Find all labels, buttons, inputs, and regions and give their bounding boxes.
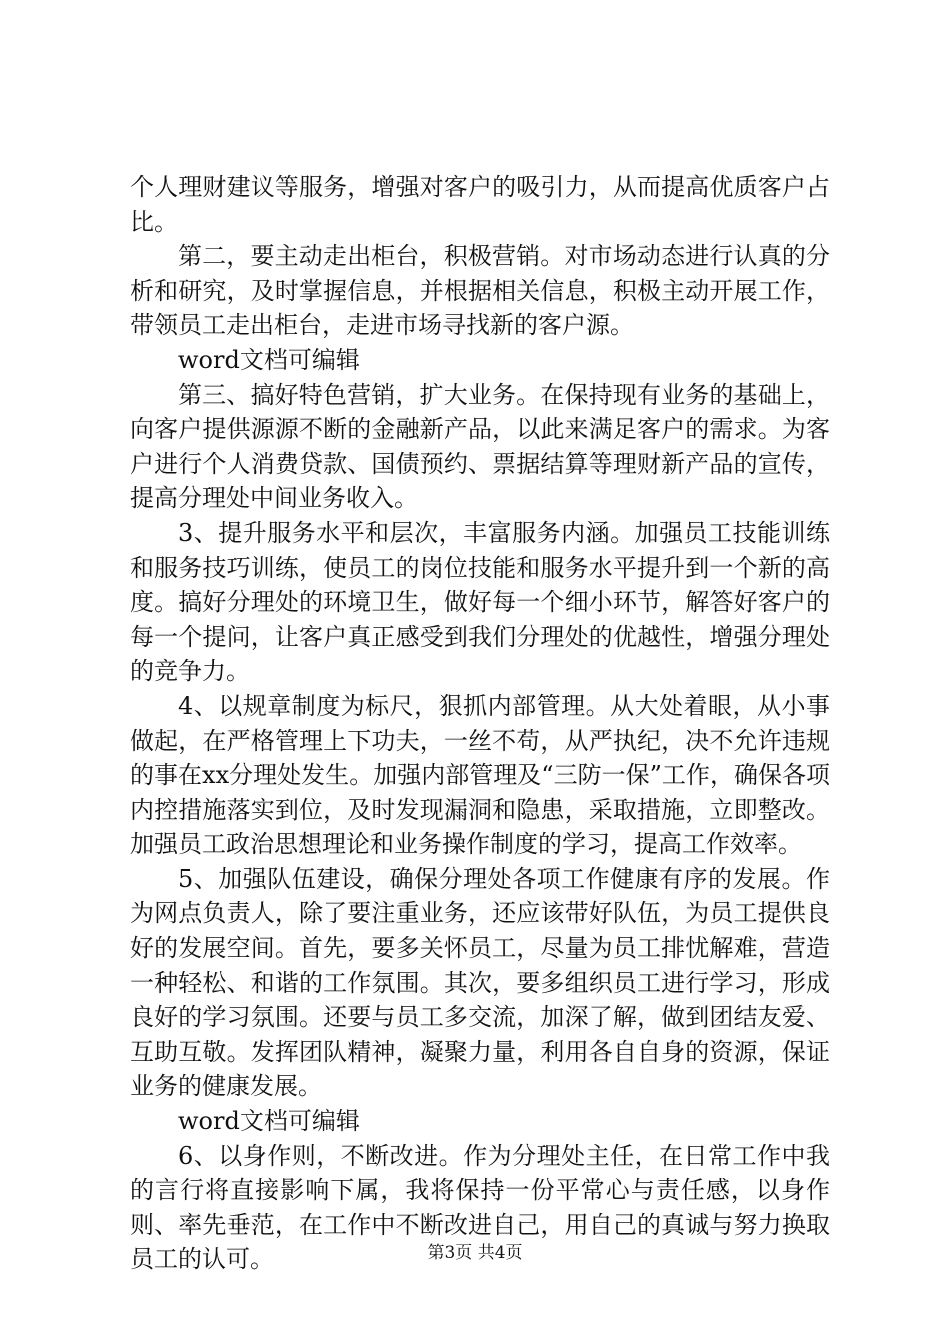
paragraph-third-point: 第三、搞好特色营销，扩大业务。在保持现有业务的基础上，向客户提供源源不断的金融新产品，以此来满足客户的需求。为客户进行个人消费贷款、国债预约、票据结算等理财新产品的宣传，提高分理处中间业务收入。	[130, 380, 830, 513]
paragraph-second-point: 第二，要主动走出柜台，积极营销。对市场动态进行认真的分析和研究，及时掌握信息，并根据相关信息，积极主动开展工作，带领员工走出柜台，走进市场寻找新的客户源。	[130, 242, 830, 340]
paragraph-item-4: 4、以规章制度为标尺，狠抓内部管理。从大处着眼，从小事做起，在严格管理上下功夫，一丝不苟，从严执纪，决不允许违规的事在xx分理处发生。加强内部管理及“三防一保”工作，确保各项内控措施落实到位，及时发现漏洞和隐患，采取措施，立即整改。加强员工政治思想理论和业务操作制度的学习，提高工作效率。	[130, 691, 830, 859]
document-body	[130, 170, 830, 1277]
paragraph-continuation: 个人理财建议等服务，增强对客户的吸引力，从而提高优质客户占比。	[130, 173, 830, 236]
paragraph-item-3: 3、提升服务水平和层次，丰富服务内涵。加强员工技能训练和服务技巧训练，使员工的岗位技能和服务水平提升到一个新的高度。搞好分理处的环境卫生，做好每一个细小环节，解答好客户的每一个提问，让客户真正感受到我们分理处的优越性，增强分理处的竞争力。	[130, 518, 830, 686]
paragraph-item-6: 6、以身作则，不断改进。作为分理处主任，在日常工作中我的言行将直接影响下属，我将保持一份平常心与责任感，以身作则、率先垂范，在工作中不断改进自己，用自己的真诚与努力换取员工的认可。	[130, 1141, 830, 1274]
paragraph-item-5: 5、加强队伍建设，确保分理处各项工作健康有序的发展。作为网点负责人，除了要注重业务，还应该带好队伍，为员工提供良好的发展空间。首先，要多关怀员工，尽量为员工排忧解难，营造一种轻松、和谐的工作氛围。其次，要多组织员工进行学习，形成良好的学习氛围。还要与员工多交流，加深了解，做到团结友爱、互助互敬。发挥团队精神，凝聚力量，利用各自自身的资源，保证业务的健康发展。	[130, 864, 830, 1101]
editable-note: word文档可编辑	[178, 1107, 360, 1136]
editable-note: word文档可编辑	[178, 345, 360, 374]
page-footer: 第3页 共4页	[427, 1243, 523, 1263]
